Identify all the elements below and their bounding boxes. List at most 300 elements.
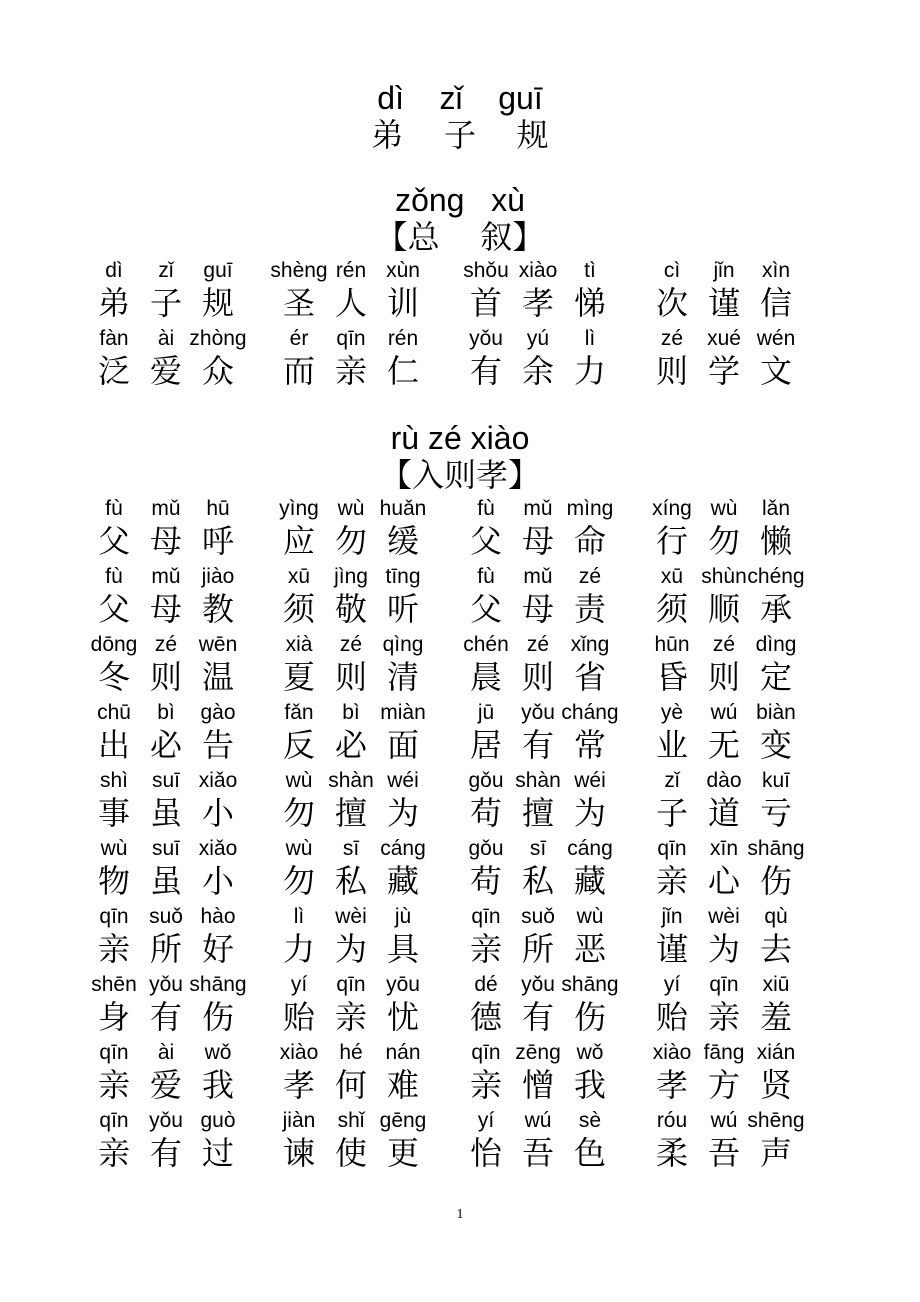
pinyin-text: jǐn	[713, 259, 735, 282]
hanzi-character: 贻	[655, 998, 688, 1036]
pinyin-text: jìng	[334, 565, 368, 588]
verse-row	[0, 1040, 920, 1108]
hanzi-character: 无	[707, 726, 740, 764]
hanzi-character: 有	[149, 998, 182, 1036]
hanzi-character: 文	[759, 352, 792, 390]
pinyin-text: yí	[663, 973, 681, 996]
hanzi-character: 应	[282, 522, 315, 560]
pinyin-text: wú	[710, 1109, 738, 1132]
hanzi-character: 母	[521, 590, 554, 628]
hanzi-character: 顺	[707, 590, 740, 628]
hanzi-character: 伤	[573, 998, 606, 1036]
hanzi-character: 声	[759, 1134, 792, 1172]
pinyin-text: fù	[477, 565, 495, 588]
pinyin-text: yìng	[279, 497, 319, 520]
pinyin-text: mǔ	[151, 565, 181, 588]
hanzi-character: 定	[759, 658, 792, 696]
pinyin-text: hū	[206, 497, 230, 520]
pinyin-text: qīn	[657, 837, 687, 860]
pinyin-text: qīn	[709, 973, 739, 996]
pinyin-text: xià	[285, 633, 313, 656]
hanzi-character: 擅	[334, 794, 367, 832]
pinyin-text: fǎn	[284, 701, 314, 724]
verse-row	[0, 700, 920, 768]
hanzi-character: 父	[97, 590, 130, 628]
hanzi-character: 方	[707, 1066, 740, 1104]
hanzi-character: 亲	[655, 862, 688, 900]
verse-row	[0, 768, 920, 836]
hanzi-character: 居	[469, 726, 502, 764]
pinyin-text: cáng	[380, 837, 426, 860]
hanzi-character: 谨	[707, 284, 740, 322]
pinyin-text: chén	[463, 633, 509, 656]
section-heading-hanzi: 【入则孝】	[379, 456, 540, 494]
pinyin-text: wéi	[387, 769, 419, 792]
pinyin-text: xián	[756, 1041, 796, 1064]
verse-phrase	[646, 1040, 816, 1108]
page-number: 1	[456, 1207, 464, 1222]
pinyin-text: suǒ	[149, 905, 183, 928]
hanzi-character: 我	[201, 1066, 234, 1104]
hanzi-character: 面	[386, 726, 419, 764]
section-heading-hanzi: 【总 叙】	[375, 218, 545, 256]
pinyin-text: yè	[660, 701, 684, 724]
hanzi-character: 责	[573, 590, 606, 628]
hanzi-character: 虽	[149, 794, 182, 832]
hanzi-character: 我	[573, 1066, 606, 1104]
hanzi-character: 物	[97, 862, 130, 900]
hanzi-character: 则	[334, 658, 367, 696]
verse-phrase	[646, 496, 816, 564]
verse-phrase	[273, 564, 443, 632]
hanzi-character: 好	[201, 930, 234, 968]
hanzi-character: 须	[282, 590, 315, 628]
hanzi-character: 更	[386, 1134, 419, 1172]
hanzi-character: 子	[655, 794, 688, 832]
pinyin-text: wù	[285, 837, 313, 860]
pinyin-text: qīn	[99, 1041, 129, 1064]
verse-row	[0, 1108, 920, 1176]
verse-row	[0, 632, 920, 700]
hanzi-character: 训	[386, 284, 419, 322]
hanzi-character: 所	[521, 930, 554, 968]
verse-phrase	[646, 258, 816, 326]
pinyin-text: gǒu	[468, 769, 504, 792]
hanzi-character: 必	[334, 726, 367, 764]
verse-phrase	[273, 632, 443, 700]
pinyin-text: bì	[342, 701, 360, 724]
hanzi-character: 悌	[573, 284, 606, 322]
hanzi-character: 省	[573, 658, 606, 696]
pinyin-text: qīn	[471, 1041, 501, 1064]
pinyin-text: mǔ	[151, 497, 181, 520]
verse-phrase	[88, 564, 258, 632]
pinyin-text: yǒu	[149, 973, 183, 996]
hanzi-character: 过	[201, 1134, 234, 1172]
hanzi-character: 小	[201, 862, 234, 900]
verse-phrase	[273, 496, 443, 564]
hanzi-character: 信	[759, 284, 792, 322]
pinyin-text: gǒu	[468, 837, 504, 860]
hanzi-character: 余	[521, 352, 554, 390]
pinyin-text: qīn	[471, 905, 501, 928]
verse-phrase	[88, 632, 258, 700]
hanzi-character: 色	[573, 1134, 606, 1172]
hanzi-character: 有	[469, 352, 502, 390]
pinyin-text: zé	[712, 633, 736, 656]
pinyin-text: biàn	[756, 701, 796, 724]
hanzi-character: 柔	[655, 1134, 688, 1172]
hanzi-character: 则	[149, 658, 182, 696]
verse-phrase	[88, 768, 258, 836]
pinyin-text: wéi	[574, 769, 606, 792]
hanzi-character: 私	[334, 862, 367, 900]
pinyin-text: wù	[285, 769, 313, 792]
hanzi-character: 爱	[149, 352, 182, 390]
verse-phrase	[88, 258, 258, 326]
pinyin-text: shǐ	[337, 1109, 365, 1132]
pinyin-text: xíng	[652, 497, 692, 520]
hanzi-character: 道	[707, 794, 740, 832]
section-heading-ruzexiao	[0, 420, 920, 494]
pinyin-text: shàn	[328, 769, 374, 792]
verse-phrase	[460, 700, 630, 768]
verse-phrase	[460, 768, 630, 836]
pinyin-text: zēng	[515, 1041, 561, 1064]
pinyin-text: zé	[526, 633, 550, 656]
pinyin-text: tì	[584, 259, 596, 282]
pinyin-text: xū	[287, 565, 311, 588]
hanzi-character: 则	[655, 352, 688, 390]
pinyin-text: sī	[529, 837, 547, 860]
hanzi-character: 告	[201, 726, 234, 764]
pinyin-text: shāng	[747, 837, 805, 860]
pinyin-text: yí	[290, 973, 308, 996]
hanzi-character: 谨	[655, 930, 688, 968]
pinyin-text: xīn	[709, 837, 738, 860]
verse-row	[0, 904, 920, 972]
pinyin-text: wú	[524, 1109, 552, 1132]
pinyin-text: yǒu	[521, 973, 555, 996]
hanzi-character: 业	[655, 726, 688, 764]
hanzi-character: 力	[573, 352, 606, 390]
hanzi-character: 母	[149, 590, 182, 628]
hanzi-character: 父	[469, 522, 502, 560]
hanzi-character: 伤	[759, 862, 792, 900]
hanzi-character: 亲	[334, 998, 367, 1036]
verse-phrase	[646, 700, 816, 768]
hanzi-character: 谏	[282, 1134, 315, 1172]
pinyin-text: ài	[157, 1041, 175, 1064]
hanzi-character: 父	[469, 590, 502, 628]
pinyin-text: shāng	[189, 973, 247, 996]
hanzi-character: 首	[469, 284, 502, 322]
hanzi-character: 教	[201, 590, 234, 628]
verse-phrase	[88, 972, 258, 1040]
verse-phrase	[273, 768, 443, 836]
hanzi-character: 母	[521, 522, 554, 560]
verse-phrase	[646, 632, 816, 700]
hanzi-character: 德	[469, 998, 502, 1036]
hanzi-character: 勿	[282, 862, 315, 900]
pinyin-text: dào	[706, 769, 742, 792]
pinyin-text: ài	[157, 327, 175, 350]
hanzi-character: 子	[149, 284, 182, 322]
pinyin-text: zǐ	[158, 259, 174, 282]
verse-phrase	[460, 1040, 630, 1108]
hanzi-character: 孝	[282, 1066, 315, 1104]
verse-phrase	[88, 836, 258, 904]
pinyin-text: shùn	[701, 565, 747, 588]
hanzi-character: 具	[386, 930, 419, 968]
pinyin-text: lǎn	[761, 497, 791, 520]
pinyin-text: shèng	[270, 259, 328, 282]
pinyin-text: ér	[289, 327, 309, 350]
verse-phrase	[88, 1040, 258, 1108]
pinyin-text: fù	[105, 565, 123, 588]
verse-phrase	[460, 836, 630, 904]
verse-phrase	[646, 564, 816, 632]
hanzi-character: 去	[759, 930, 792, 968]
verse-phrase	[460, 904, 630, 972]
hanzi-character: 人	[334, 284, 367, 322]
verse-row	[0, 326, 920, 394]
verse-phrase	[646, 836, 816, 904]
hanzi-character: 反	[282, 726, 315, 764]
document-title	[0, 80, 920, 154]
pinyin-text: miàn	[380, 701, 426, 724]
pinyin-text: zé	[154, 633, 178, 656]
verse-phrase	[273, 972, 443, 1040]
hanzi-character: 为	[707, 930, 740, 968]
hanzi-character: 规	[201, 284, 234, 322]
pinyin-text: jiàn	[282, 1109, 316, 1132]
hanzi-character: 身	[97, 998, 130, 1036]
hanzi-character: 冬	[97, 658, 130, 696]
pinyin-text: wén	[756, 327, 796, 350]
verse-phrase	[646, 904, 816, 972]
verse-row	[0, 258, 920, 326]
pinyin-text: qīn	[99, 905, 129, 928]
hanzi-character: 学	[707, 352, 740, 390]
verse-phrase	[273, 1108, 443, 1176]
hanzi-character: 孝	[655, 1066, 688, 1104]
pinyin-text: kuī	[761, 769, 790, 792]
hanzi-character: 勿	[707, 522, 740, 560]
hanzi-character: 变	[759, 726, 792, 764]
hanzi-character: 勿	[334, 522, 367, 560]
pinyin-text: suǒ	[521, 905, 555, 928]
hanzi-character: 敬	[334, 590, 367, 628]
section-heading-zongxu	[0, 182, 920, 256]
pinyin-text: fù	[477, 497, 495, 520]
pinyin-text: wù	[337, 497, 365, 520]
pinyin-text: nán	[385, 1041, 421, 1064]
pinyin-text: qīn	[99, 1109, 129, 1132]
hanzi-character: 亲	[97, 1134, 130, 1172]
pinyin-text: suī	[151, 837, 180, 860]
pinyin-text: jiào	[201, 565, 235, 588]
pinyin-text: fù	[105, 497, 123, 520]
hanzi-character: 苟	[469, 862, 502, 900]
pinyin-text: mìng	[566, 497, 614, 520]
hanzi-character: 弟	[97, 284, 130, 322]
hanzi-character: 行	[655, 522, 688, 560]
pinyin-text: mǔ	[523, 565, 553, 588]
hanzi-character: 出	[97, 726, 130, 764]
pinyin-text: dé	[474, 973, 498, 996]
hanzi-character: 仁	[386, 352, 419, 390]
hanzi-character: 事	[97, 794, 130, 832]
verse-phrase	[273, 700, 443, 768]
verse-phrase	[273, 1040, 443, 1108]
hanzi-character: 命	[573, 522, 606, 560]
title-hanzi: 弟 子 规	[371, 116, 549, 154]
section-heading-pinyin: zǒng xù	[395, 182, 525, 218]
pinyin-text: wǒ	[204, 1041, 232, 1064]
pinyin-text: xiào	[279, 1041, 319, 1064]
hanzi-character: 怡	[469, 1134, 502, 1172]
hanzi-character: 须	[655, 590, 688, 628]
hanzi-character: 亲	[97, 930, 130, 968]
hanzi-character: 难	[386, 1066, 419, 1104]
hanzi-character: 夏	[282, 658, 315, 696]
verse-phrase	[460, 972, 630, 1040]
hanzi-character: 泛	[97, 352, 130, 390]
hanzi-character: 使	[334, 1134, 367, 1172]
pinyin-text: fàn	[99, 327, 129, 350]
hanzi-character: 吾	[521, 1134, 554, 1172]
pinyin-text: bì	[157, 701, 175, 724]
hanzi-character: 亲	[334, 352, 367, 390]
pinyin-text: suī	[151, 769, 180, 792]
hanzi-character: 心	[707, 862, 740, 900]
pinyin-text: qīn	[336, 973, 366, 996]
pinyin-text: yōu	[386, 973, 420, 996]
hanzi-character: 藏	[573, 862, 606, 900]
verse-phrase	[460, 1108, 630, 1176]
pinyin-text: tīng	[385, 565, 421, 588]
hanzi-character: 孝	[521, 284, 554, 322]
hanzi-character: 承	[759, 590, 792, 628]
pinyin-text: xiào	[652, 1041, 692, 1064]
pinyin-text: shì	[99, 769, 128, 792]
hanzi-character: 而	[282, 352, 315, 390]
pinyin-text: wù	[710, 497, 738, 520]
pinyin-text: dìng	[755, 633, 797, 656]
hanzi-character: 憎	[521, 1066, 554, 1104]
hanzi-character: 吾	[707, 1134, 740, 1172]
pinyin-text: xìn	[761, 259, 790, 282]
hanzi-character: 藏	[386, 862, 419, 900]
pinyin-text: shàn	[515, 769, 561, 792]
pinyin-text: yú	[526, 327, 550, 350]
pinyin-text: xiào	[518, 259, 558, 282]
verse-phrase	[460, 632, 630, 700]
pinyin-text: róu	[656, 1109, 688, 1132]
verse-phrase	[88, 904, 258, 972]
hanzi-character: 擅	[521, 794, 554, 832]
pinyin-text: dì	[105, 259, 123, 282]
hanzi-character: 有	[149, 1134, 182, 1172]
pinyin-text: yǒu	[469, 327, 503, 350]
hanzi-character: 呼	[201, 522, 234, 560]
hanzi-character: 亲	[707, 998, 740, 1036]
pinyin-text: wú	[710, 701, 738, 724]
verse-phrase	[646, 326, 816, 394]
hanzi-character: 众	[201, 352, 234, 390]
hanzi-character: 恶	[573, 930, 606, 968]
hanzi-character: 何	[334, 1066, 367, 1104]
pinyin-text: xué	[707, 327, 741, 350]
hanzi-character: 有	[521, 998, 554, 1036]
verse-phrase	[646, 768, 816, 836]
pinyin-text: xùn	[386, 259, 420, 282]
pinyin-text: gào	[200, 701, 236, 724]
section-heading-pinyin: rù zé xiào	[390, 420, 530, 456]
hanzi-character: 昏	[655, 658, 688, 696]
hanzi-character: 母	[149, 522, 182, 560]
pinyin-text: sī	[342, 837, 360, 860]
verse-phrase	[460, 564, 630, 632]
hanzi-character: 力	[282, 930, 315, 968]
hanzi-character: 父	[97, 522, 130, 560]
hanzi-character: 爱	[149, 1066, 182, 1104]
pinyin-text: zé	[660, 327, 684, 350]
hanzi-character: 听	[386, 590, 419, 628]
pinyin-text: jù	[394, 905, 412, 928]
verse-phrase	[88, 700, 258, 768]
pinyin-text: xū	[660, 565, 684, 588]
pinyin-text: hào	[200, 905, 236, 928]
hanzi-character: 清	[386, 658, 419, 696]
pinyin-text: sè	[578, 1109, 602, 1132]
pinyin-text: guī	[203, 259, 233, 282]
hanzi-character: 圣	[282, 284, 315, 322]
pinyin-text: shāng	[561, 973, 619, 996]
hanzi-character: 小	[201, 794, 234, 832]
verse-phrase	[460, 258, 630, 326]
pinyin-text: jū	[477, 701, 495, 724]
hanzi-character: 虽	[149, 862, 182, 900]
pinyin-text: zé	[339, 633, 363, 656]
pinyin-text: wù	[100, 837, 128, 860]
pinyin-text: lì	[293, 905, 305, 928]
verse-phrase	[460, 496, 630, 564]
hanzi-character: 亲	[469, 1066, 502, 1104]
pinyin-text: xiǎo	[198, 769, 238, 792]
verse-phrase	[88, 1108, 258, 1176]
pinyin-text: rén	[387, 327, 419, 350]
hanzi-character: 为	[334, 930, 367, 968]
pinyin-text: qīn	[336, 327, 366, 350]
pinyin-text: shǒu	[463, 259, 509, 282]
pinyin-text: hé	[339, 1041, 363, 1064]
verse-phrase	[646, 972, 816, 1040]
pinyin-text: yǒu	[521, 701, 555, 724]
hanzi-character: 所	[149, 930, 182, 968]
pinyin-text: wèi	[708, 905, 740, 928]
hanzi-character: 温	[201, 658, 234, 696]
verse-phrase	[273, 836, 443, 904]
verse-phrase	[88, 496, 258, 564]
pinyin-text: zhòng	[189, 327, 247, 350]
verse-phrase	[270, 258, 443, 326]
hanzi-character: 缓	[386, 522, 419, 560]
hanzi-character: 晨	[469, 658, 502, 696]
pinyin-text: shēng	[747, 1109, 805, 1132]
pinyin-text: dōng	[90, 633, 138, 656]
